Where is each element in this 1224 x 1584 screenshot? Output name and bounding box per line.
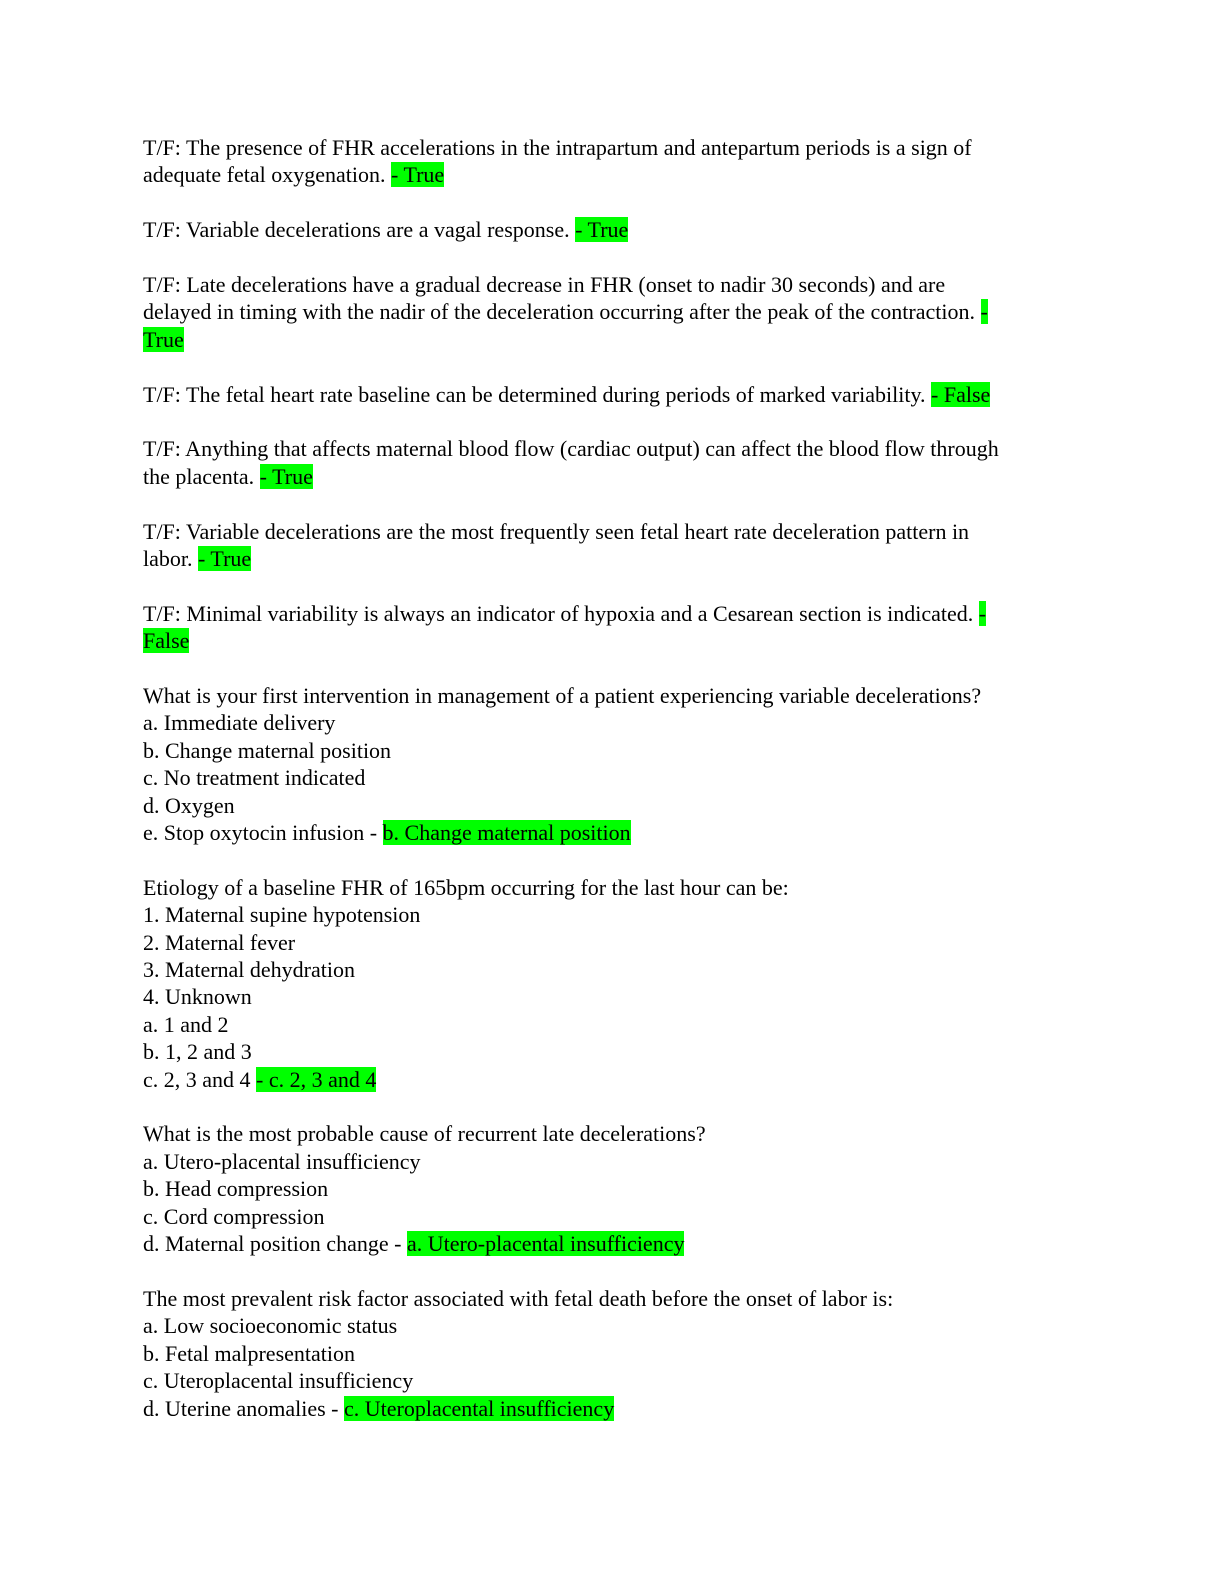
option: a. 1 and 2 [143, 1011, 229, 1037]
question-text: T/F: The fetal heart rate baseline can be determined during periods of marked variability. [143, 381, 932, 407]
answer-highlight: - True [259, 463, 313, 489]
tf-question-4 [143, 381, 1083, 408]
mc-question-4 [143, 1285, 1083, 1422]
answer-highlight: - c. 2, 3 and 4 [256, 1066, 377, 1092]
question-text: What is the most probable cause of recurrent late decelerations? [143, 1121, 706, 1147]
option: c. Uteroplacental insufficiency [143, 1368, 414, 1394]
answer-highlight: - False [931, 381, 991, 407]
tf-question-1 [143, 134, 1083, 189]
answer-highlight: - True [391, 162, 445, 188]
answer-highlight: - [978, 600, 987, 626]
option: d. Uterine anomalies - [143, 1395, 344, 1421]
option: d. Oxygen [143, 792, 235, 818]
question-text: What is your first intervention in management of a patient experiencing variable decelerations? [143, 683, 982, 709]
question-text: T/F: Anything that affects maternal blood flow (cardiac output) can affect the blood flow through [143, 436, 999, 462]
answer-highlight: True [143, 326, 184, 352]
option: c. Cord compression [143, 1203, 325, 1229]
answer-highlight: - [980, 299, 988, 325]
question-text: T/F: Variable decelerations are a vagal response. [143, 217, 576, 243]
question-text: adequate fetal oxygenation. [143, 162, 392, 188]
option: d. Maternal position change - [143, 1231, 407, 1257]
tf-question-7 [143, 600, 1083, 655]
question-text: The most prevalent risk factor associated with fetal death before the onset of labor is: [143, 1285, 894, 1311]
document-page [143, 134, 1083, 1449]
question-text: T/F: The presence of FHR accelerations in the intrapartum and antepartum periods is a sign of [143, 135, 972, 160]
answer-highlight: - True [575, 217, 629, 243]
mc-question-1 [143, 682, 1083, 846]
option: b. 1, 2 and 3 [143, 1039, 252, 1065]
mc-question-2 [143, 874, 1083, 1093]
option: 1. Maternal supine hypotension [143, 902, 421, 928]
option: b. Head compression [143, 1176, 329, 1202]
question-text: Etiology of a baseline FHR of 165bpm occurring for the last hour can be: [143, 874, 789, 900]
question-text: T/F: Late decelerations have a gradual decrease in FHR (onset to nadir 30 seconds) and are [143, 272, 946, 297]
option: c. 2, 3 and 4 [143, 1066, 257, 1092]
option: e. Stop oxytocin infusion - [143, 820, 383, 846]
option: c. No treatment indicated [143, 765, 366, 791]
question-text: labor. [143, 546, 198, 572]
answer-highlight: b. Change maternal position [382, 820, 631, 846]
option: b. Change maternal position [143, 737, 392, 763]
answer-highlight: - True [198, 546, 252, 572]
mc-question-3 [143, 1120, 1083, 1257]
option: a. Utero-placental insufficiency [143, 1148, 421, 1174]
option: 2. Maternal fever [143, 929, 296, 955]
option: 3. Maternal dehydration [143, 957, 355, 983]
option: a. Immediate delivery [143, 710, 336, 736]
option: b. Fetal malpresentation [143, 1340, 355, 1366]
option: 4. Unknown [143, 984, 252, 1010]
tf-question-3 [143, 271, 1083, 353]
answer-highlight: c. Uteroplacental insufficiency [344, 1395, 615, 1421]
option: a. Low socioeconomic status [143, 1313, 398, 1339]
question-text: delayed in timing with the nadir of the deceleration occurring after the peak of the contraction. [143, 299, 981, 325]
answer-highlight: a. Utero-placental insufficiency [406, 1231, 685, 1257]
tf-question-5 [143, 435, 1083, 490]
question-text: the placenta. [143, 463, 260, 489]
answer-highlight: False [143, 628, 190, 654]
question-text: T/F: Variable decelerations are the most frequently seen fetal heart rate deceleration pattern in [143, 518, 970, 544]
question-text: T/F: Minimal variability is always an indicator of hypoxia and a Cesarean section is indicated. [143, 600, 979, 626]
tf-question-6 [143, 518, 1083, 573]
tf-question-2 [143, 216, 1083, 243]
